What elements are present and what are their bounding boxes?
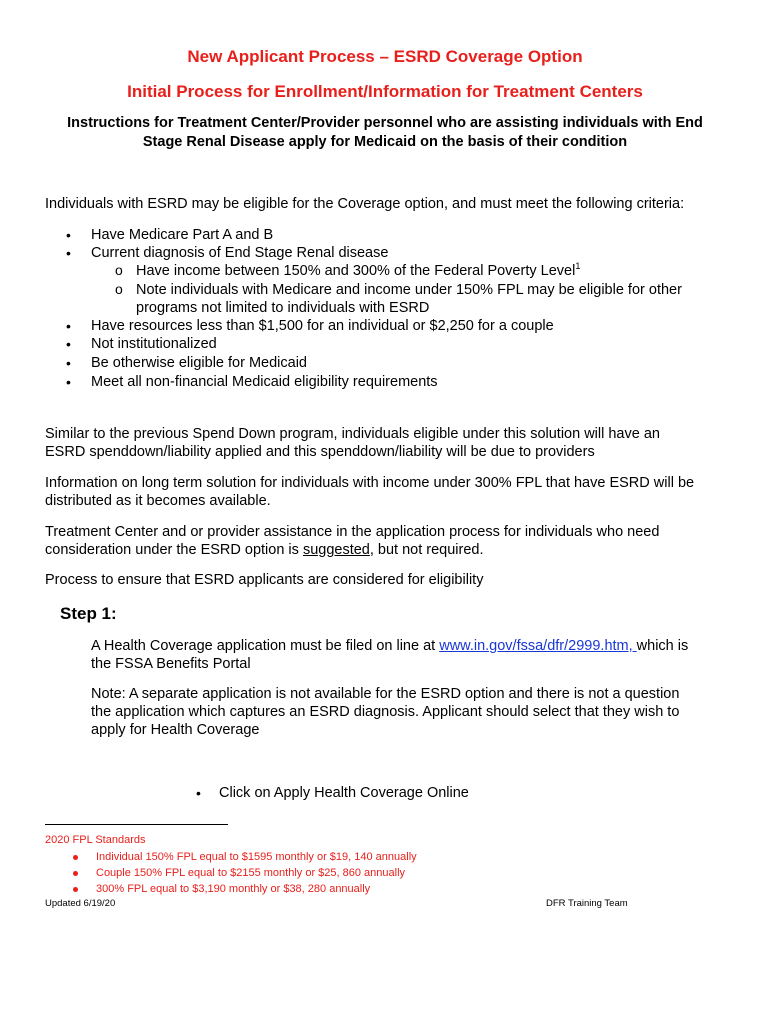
bullet-icon: • [66,336,71,352]
footnote-item-300: 300% FPL equal to $3,190 monthly or $38, 280 annually [96,883,371,895]
spenddown-line-1: Similar to the previous Spend Down program, individuals eligible under this solution will have an [45,426,660,442]
red-bullet-icon [73,871,78,876]
process-paragraph: Process to ensure that ESRD applicants are considered for eligibility [45,572,484,588]
instructions-line-2: Stage Renal Disease apply for Medicaid on the basis of their condition [142,134,628,150]
step-1-note [91,685,731,739]
criteria-sub-note-line-1: Note individuals with Medicare and income under 150% FPL may be eligible for other [136,282,682,298]
spenddown-paragraph [45,425,735,461]
criteria-item-medicare: Have Medicare Part A and B [91,227,274,243]
assist-line-2-post: , but not required. [369,542,484,558]
criteria-sub-note-line-2: programs not limited to individuals with ESRD [136,300,430,316]
step-1-paragraph [91,637,731,673]
longterm-line-1: Information on long term solution for individuals with income under 300% FPL that have ESRD will be [45,475,695,491]
instructions-heading [40,114,730,152]
criteria-sub-income [136,262,580,280]
criteria-sub-income-text: Have income between 150% and 300% of the Federal Poverty Level [136,263,576,279]
footnote-item-couple: Couple 150% FPL equal to $2155 monthly or $25, 860 annually [96,867,406,879]
bullet-icon: • [66,245,71,261]
step-1-note-line-1: Note: A separate application is not available for the ESRD option and there is not a question [91,686,680,702]
red-bullet-icon [73,855,78,860]
step-1-line-1 [91,637,731,655]
step-1-line-1-pre: A Health Coverage application must be filed on line at [91,638,440,654]
longterm-line-2: distributed as it becomes available. [45,493,271,509]
criteria-item-medicaid: Be otherwise eligible for Medicaid [91,355,307,371]
criteria-item-diagnosis: Current diagnosis of End Stage Renal disease [91,245,389,261]
bullet-icon: • [66,227,71,243]
footer-updated-date: Updated 6/19/20 [45,898,116,909]
criteria-item-resources: Have resources less than $1,500 for an individual or $2,250 for a couple [91,318,554,334]
intro-paragraph: Individuals with ESRD may be eligible for the Coverage option, and must meet the following criteria: [45,196,685,212]
fssa-portal-link[interactable]: www.in.gov/fssa/dfr/2999.htm, [439,638,637,654]
footnote-item-individual: Individual 150% FPL equal to $1595 monthly or $19, 140 annually [96,851,417,863]
step-1-note-line-3: apply for Health Coverage [91,722,260,738]
page-title: New Applicant Process – ESRD Coverage Option [187,47,583,66]
instructions-line-1: Instructions for Treatment Center/Provider personnel who are assisting individuals with End [67,115,703,131]
suggested-underlined: suggested [302,542,370,558]
assist-line-2-pre: consideration under the ESRD option is [45,542,303,558]
step-1-line-1-post: which is [636,638,689,654]
apply-online-instruction: Click on Apply Health Coverage Online [219,785,469,801]
footnote-ref: 1 [575,261,581,272]
step-1-note-line-2: the application which captures an ESRD diagnosis. Applicant should select that they wish to [91,704,680,720]
bullet-icon: • [66,355,71,371]
assist-line-2 [45,541,735,559]
bullet-icon: • [66,374,71,390]
page-subtitle: Initial Process for Enrollment/Information for Treatment Centers [127,82,643,101]
footnote-divider [45,824,228,825]
circle-bullet-icon: o [115,262,123,278]
red-bullet-icon [73,887,78,892]
criteria-sub-note [136,281,682,317]
bullet-icon: • [196,785,201,801]
longterm-paragraph [45,474,735,510]
bullet-icon: • [66,318,71,334]
criteria-item-non-financial: Meet all non-financial Medicaid eligibility requirements [91,374,438,390]
step-1-line-2: the FSSA Benefits Portal [91,656,251,672]
criteria-item-not-institutionalized: Not institutionalized [91,336,217,352]
assist-paragraph [45,523,735,559]
assist-line-1: Treatment Center and or provider assistance in the application process for individuals who need [45,524,660,540]
footnote-heading: 2020 FPL Standards [45,834,146,846]
circle-bullet-icon: o [115,281,123,297]
step-1-heading: Step 1: [60,604,117,623]
spenddown-line-2: ESRD spenddown/liability applied and this spenddown/liability will be due to providers [45,444,595,460]
footer-team: DFR Training Team [546,898,628,909]
